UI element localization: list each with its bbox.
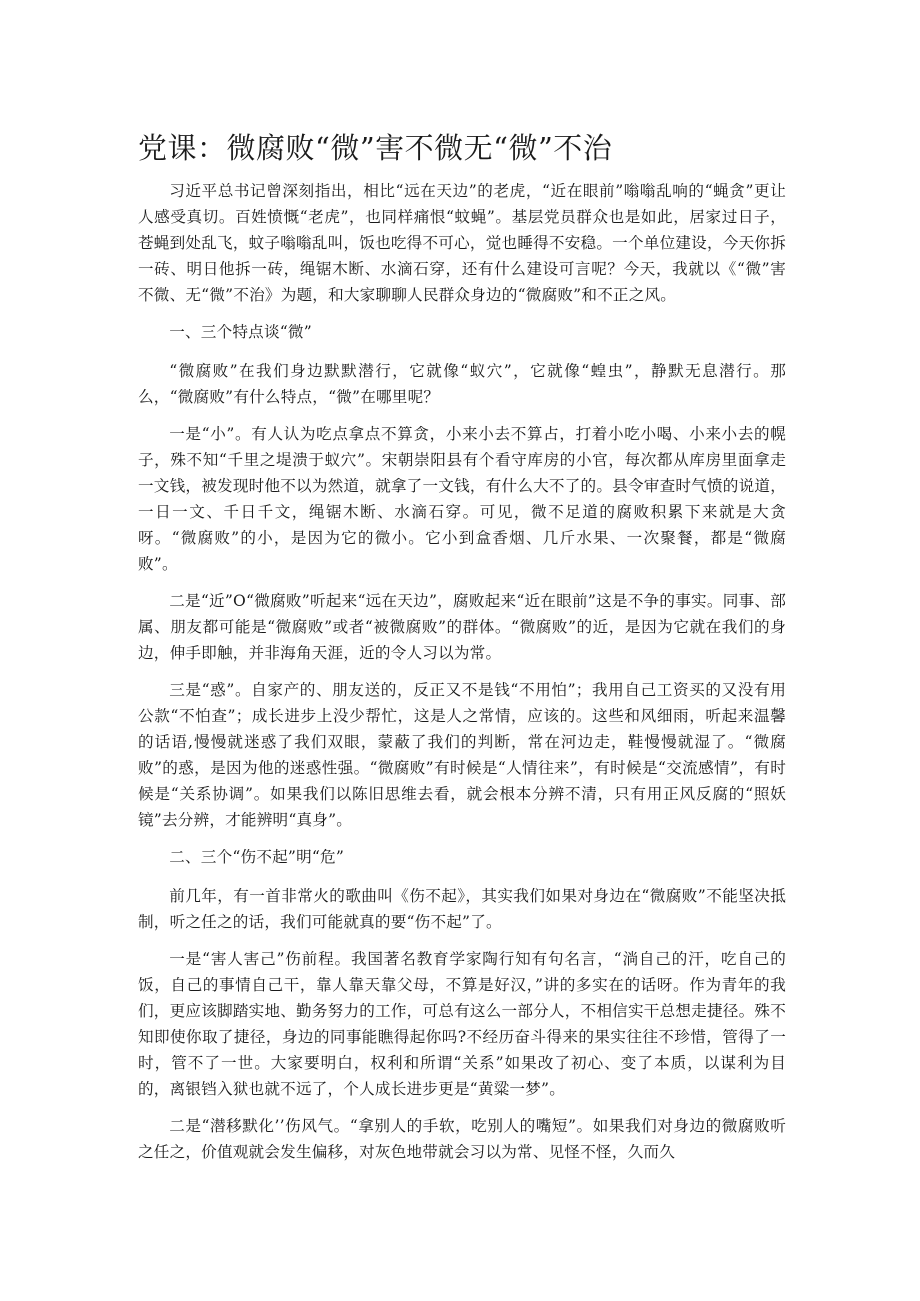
paragraph-confuse: 三是“惑”。自家产的、朋友送的，反正又不是钱“不用怕”；我用自己工资买的又没有用公款“不怕查”；成长进步上没少帮忙，这是人之常情，应该的。这些和风细雨，听起来温馨的话语,慢慢就迷惑了我们双眼，蒙蔽了我们的判断，常在河边走，鞋慢慢就湿了。“微腐败”的惑，是因为他的迷惑性强。“微腐败”有时候是“人情往来”，有时候是“交流感情”，有时候是“关系协调”。如果我们以陈旧思维去看，就会根本分辨不清，只有用正风反腐的“照妖镜”去分辨，才能辨明“真身”。 [138,681,786,829]
section-heading-1: 一、三个特点谈“微” [169,323,312,341]
paragraph-small: 一是“小”。有人认为吃点拿点不算贪，小来小去不算占，打着小吃小喝、小来小去的幌子，殊不知“千里之堤溃于蚁穴”。宋朝崇阳县有个看守库房的小官，每次都从库房里面拿走一文钱，被发现时他不以为然道，就拿了一文钱，有什么大不了的。县令审查时气愤的说道，一日一文、千日千文，绳锯木断、水滴石穿。可见，微不足道的腐败积累下来就是大贪呀。“微腐败”的小，是因为它的微小。它小到盒香烟、几斤水果、一次聚餐，都是“微腐败”。 [138,425,786,573]
paragraph-section2-intro: 前几年，有一首非常火的歌曲叫《伤不起》，其实我们如果对身边在“微腐败”不能坚决抵制，听之任之的话，我们可能就真的要“伤不起”了。 [138,887,786,931]
paragraph-harm-career: 一是“害人害己”伤前程。我国著名教育学家陶行知有句名言，“淌自己的汗，吃自己的饭，自己的事情自己干，靠人靠天靠父母，不算是好汉，”讲的多实在的话呀。作为青年的我们，更应该脚踏实地、勤务努力的工作，可总有这么一部分人，不相信实干总想走捷径。殊不知即使你取了捷径，身边的同事能瞧得起你吗?不经历奋斗得来的果实往往不珍惜，管得了一时，管不了一世。大家要明白，权利和所谓“关系”如果改了初心、变了本质，以谋利为目的，离银铛入狱也就不远了，个人成长进步更是“黄粱一梦”。 [138,950,786,1098]
paragraph-near: 二是“近”O“微腐败”听起来“远在天边”，腐败起来“近在眼前”这是不争的事实。同事、部属、朋友都可能是“微腐败”或者“被微腐败”的群体。“微腐败”的近，是因为它就在我们的身边，伸手即触，并非海角天涯，近的令人习以为常。 [138,592,786,662]
section-heading-2: 二、三个“伤不起”明“危” [169,848,345,866]
paragraph-harm-atmosphere: 二是“潜移默化’’伤风气。“拿别人的手软，吃别人的嘴短”。如果我们对身边的微腐败听之任之，价值观就会发生偏移，对灰色地带就会习以为常、见怪不怪，久而久 [138,1117,786,1161]
paragraph-intro: 习近平总书记曾深刻指出，相比“远在天边”的老虎，“近在眼前”嗡嗡乱响的“蝇贪”更让人感受真切。百姓愤慨“老虎”，也同样痛恨“蚊蝇”。基层党员群众也是如此，居家过日子，苍蝇到处乱飞，蚊子嗡嗡乱叫，饭也吃得不可心，觉也睡得不安稳。一个单位建设，今天你拆一砖、明日他拆一砖，绳锯木断、水滴石穿，还有什么建设可言呢？今天，我就以《“微”害不微、无“微”不治》为题，和大家聊聊人民群众身边的“微腐败”和不正之风。 [138,182,786,304]
document-title: 党课：微腐败“微”害不微无“微”不治 [138,131,613,165]
paragraph-section1-intro: “微腐败”在我们身边默默潜行，它就像“蚁穴”，它就像“蝗虫”，静默无息潜行。那么，“微腐败”有什么特点，“微”在哪里呢？ [138,362,786,406]
document-page [138,128,786,1176]
